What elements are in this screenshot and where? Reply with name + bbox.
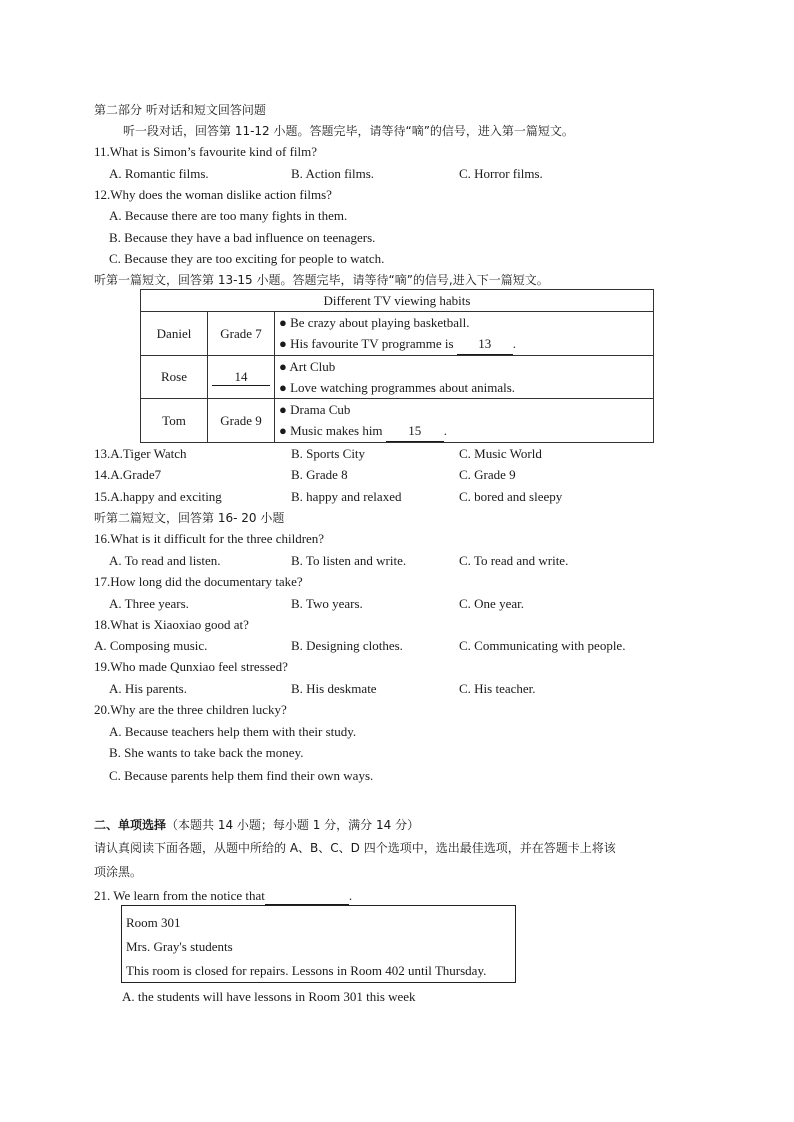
detail-line — [279, 420, 649, 442]
row-name: Daniel — [141, 312, 208, 356]
q21-blank — [265, 888, 349, 905]
question-11: 11.What is Simon’s favourite kind of film? — [94, 144, 318, 159]
notice-line: This room is closed for repairs. Lessons in Room 402 until Thursday. — [126, 963, 487, 978]
question-20: 20.Why are the three children lucky? — [94, 702, 287, 717]
question-18: 18.What is Xiaoxiao good at? — [94, 617, 249, 632]
q18-option-b: B. Designing clothes. — [291, 638, 403, 653]
table-row — [141, 356, 654, 399]
q20-option-b: B. She wants to take back the money. — [109, 745, 304, 760]
part2-instruction: 听一段对话，回答第 11-12 小题。答题完毕，请等待“嘀”的信号，进入第一篇短文。 — [123, 124, 574, 138]
section2-instruction-cont: 项涂黑。 — [94, 865, 143, 879]
table-row — [141, 312, 654, 356]
section2-heading-note: （本题共 14 小题；每小题 1 分，满分 14 分） — [166, 818, 420, 832]
row-details — [275, 399, 654, 443]
q21-text: 21. We learn from the notice that — [94, 888, 265, 903]
q21-period: . — [348, 888, 353, 903]
table-row — [141, 399, 654, 443]
q20-option-a: A. Because teachers help them with their study. — [109, 724, 357, 739]
passage1-instruction: 听第一篇短文，回答第 13-15 小题。答题完毕，请等待“嘀”的信号,进入下一篇短文。 — [94, 273, 549, 287]
q17-option-b: B. Two years. — [291, 596, 363, 611]
q18-option-a: A. Composing music. — [94, 638, 208, 653]
q19-option-a: A. His parents. — [109, 681, 187, 696]
q18-option-c: C. Communicating with people. — [459, 638, 626, 653]
q16-option-a: A. To read and listen. — [109, 553, 221, 568]
row-grade: Grade 9 — [208, 399, 275, 443]
q15-option-b: B. happy and relaxed — [291, 489, 402, 504]
question-21 — [94, 888, 352, 905]
row-grade — [208, 356, 275, 399]
detail-line: ● Be crazy about playing basketball. — [279, 315, 470, 330]
q17-option-a: A. Three years. — [109, 596, 189, 611]
row-name: Tom — [141, 399, 208, 443]
q16-option-b: B. To listen and write. — [291, 553, 407, 568]
notice-line: Mrs. Gray's students — [126, 939, 233, 954]
q14-option-c: C. Grade 9 — [459, 467, 516, 482]
q11-option-b: B. Action films. — [291, 166, 375, 181]
q17-option-c: C. One year. — [459, 596, 524, 611]
table-title: Different TV viewing habits — [141, 290, 654, 312]
question-17: 17.How long did the documentary take? — [94, 574, 303, 589]
detail-line: ● Love watching programmes about animals. — [279, 380, 516, 395]
question-19: 19.Who made Qunxiao feel stressed? — [94, 659, 288, 674]
q12-option-b: B. Because they have a bad influence on teenagers. — [109, 230, 376, 245]
q19-option-b: B. His deskmate — [291, 681, 377, 696]
q13-option-b: B. Sports City — [291, 446, 366, 461]
q14-option-b: B. Grade 8 — [291, 467, 348, 482]
passage2-instruction: 听第二篇短文，回答第 16- 20 小题 — [94, 511, 285, 525]
part2-title: 第二部分 听对话和短文回答问题 — [94, 103, 266, 117]
detail-line — [279, 333, 649, 355]
q21-option-a: A. the students will have lessons in Room 301 this week — [122, 989, 416, 1004]
q15-option-a: 15.A.happy and exciting — [94, 489, 222, 504]
q15-option-c: C. bored and sleepy — [459, 489, 563, 504]
section2-heading-line — [94, 817, 419, 833]
detail-text: ● Music makes him — [279, 423, 386, 438]
detail-text: ● His favourite TV programme is — [279, 336, 457, 351]
row-details — [275, 356, 654, 399]
question-16: 16.What is it difficult for the three children? — [94, 531, 325, 546]
blank-13: 13 — [457, 333, 513, 355]
blank-15: 15 — [386, 420, 444, 442]
q11-option-c: C. Horror films. — [459, 166, 543, 181]
blank-14: 14 — [212, 369, 270, 386]
row-details — [275, 312, 654, 356]
q13-option-c: C. Music World — [459, 446, 542, 461]
q19-option-c: C. His teacher. — [459, 681, 536, 696]
q12-option-a: A. Because there are too many fights in them. — [109, 208, 348, 223]
notice-line: Room 301 — [126, 915, 181, 930]
detail-period: . — [512, 336, 517, 351]
detail-period: . — [443, 423, 448, 438]
question-12: 12.Why does the woman dislike action films? — [94, 187, 332, 202]
q12-option-c: C. Because they are too exciting for people to watch. — [109, 251, 385, 266]
tv-habits-table — [140, 289, 654, 443]
q11-option-a: A. Romantic films. — [109, 166, 209, 181]
section2-instruction: 请认真阅读下面各题，从题中所给的 A、B、C、D 四个选项中，选出最佳选项，并在答题卡上将该 — [94, 841, 616, 855]
detail-line: ● Art Club — [279, 359, 336, 374]
q16-option-c: C. To read and write. — [459, 553, 569, 568]
q14-option-a: 14.A.Grade7 — [94, 467, 162, 482]
q20-option-c: C. Because parents help them find their own ways. — [109, 768, 374, 783]
notice-box — [121, 905, 516, 983]
section2-heading: 二、单项选择 — [94, 818, 167, 832]
row-grade: Grade 7 — [208, 312, 275, 356]
q13-option-a: 13.A.Tiger Watch — [94, 446, 187, 461]
row-name: Rose — [141, 356, 208, 399]
detail-line: ● Drama Cub — [279, 402, 351, 417]
